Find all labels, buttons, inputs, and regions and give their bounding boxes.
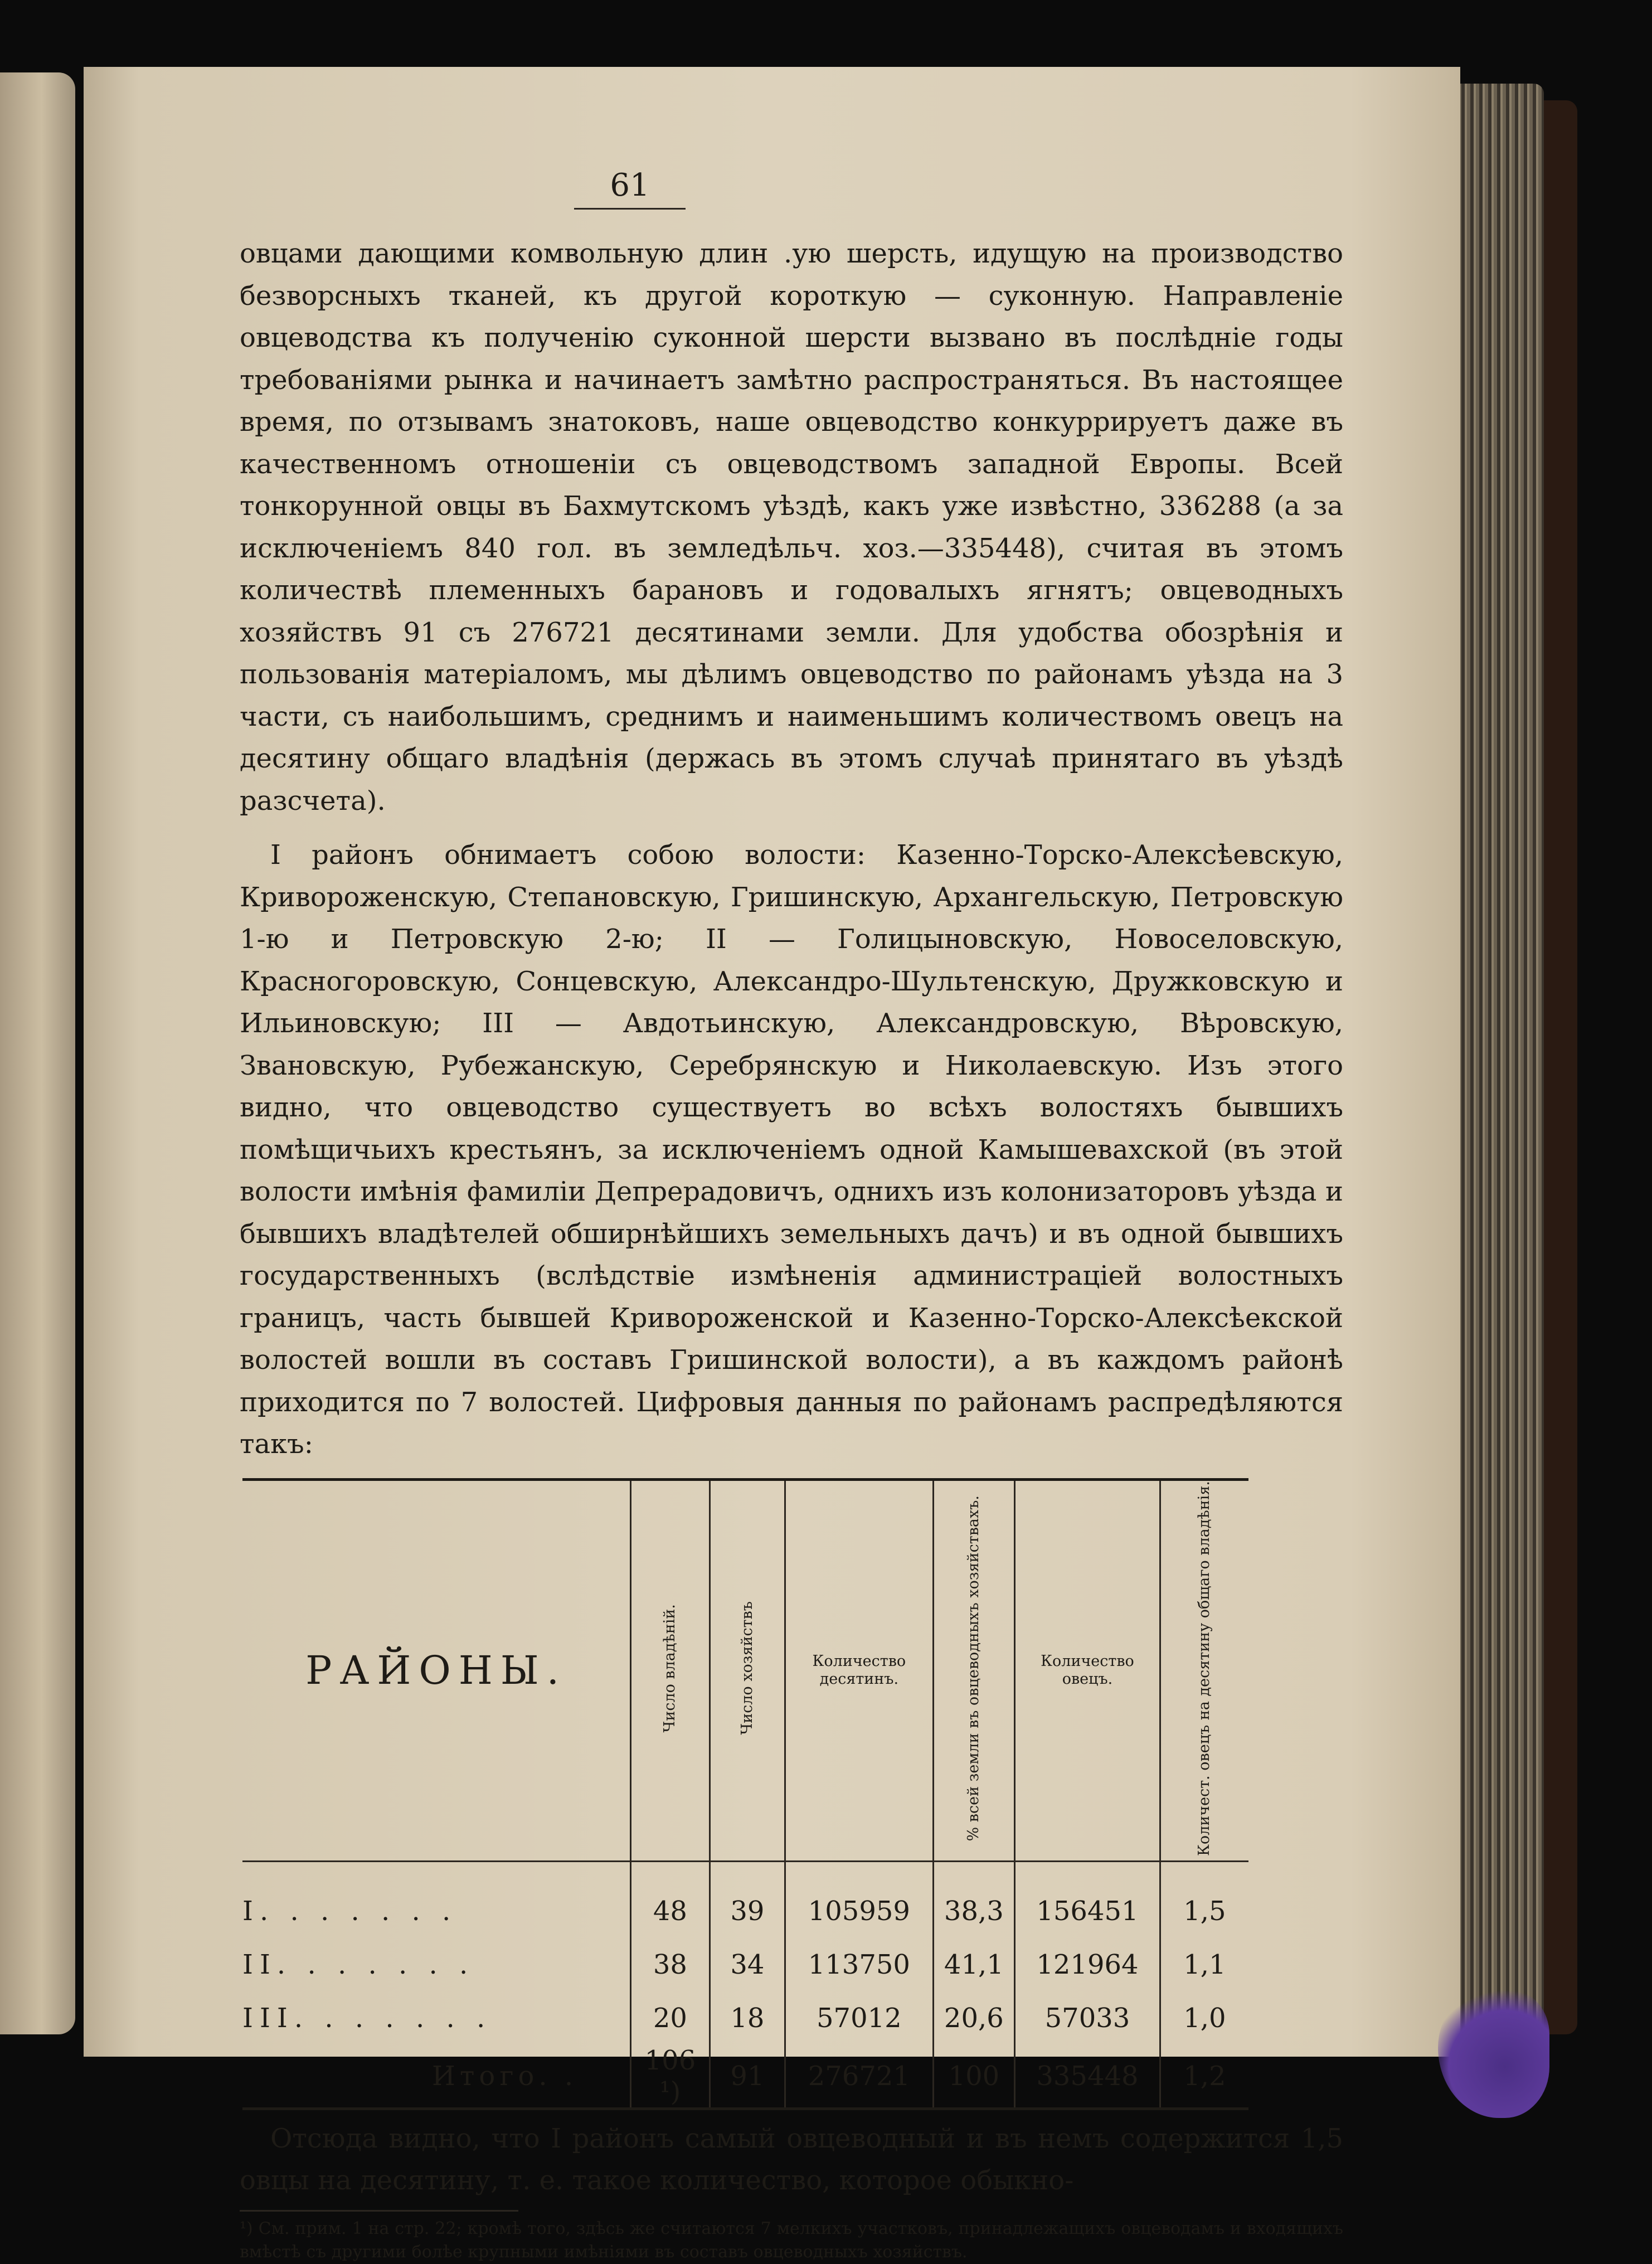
header-districts: РАЙОНЫ. [242,1479,631,1861]
total-per-desyatin: 1,2 [1160,2045,1248,2109]
row-sheep: 57033 [1015,1991,1160,2045]
header-desyatins: Количество десятинъ. [785,1479,933,1861]
header-per-desyatin [1160,1479,1248,1861]
row-sheep: 121964 [1015,1938,1160,1991]
left-page-edge [0,72,75,2034]
row-per-desyatin: 1,1 [1160,1938,1248,1991]
header-per-desyatin-label: Количест. овецъ на десятину общаго владѣнія. [1196,1480,1213,1856]
row-farms: 34 [710,1938,785,1991]
row-per-desyatin: 1,0 [1160,1991,1248,2045]
spacer-row [242,1861,1248,1884]
row-farms: 39 [710,1884,785,1938]
row-desyatins: 105959 [785,1884,933,1938]
row-holdings: 38 [631,1938,710,1991]
header-holdings-label: Число владѣній. [661,1604,679,1733]
paragraph-1: овцами дающими комвольную длин .ую шерсть, идущую на производство безворсныхъ тканей, къ другой короткую — суконную. Направленіе овцеводства къ полученію суконной шерсти вызвано въ послѣдніе годы требованіями рынка и начинаетъ замѣтно распространяться. Въ настоящее время, по отзывамъ знатоковъ, наше овцеводство конкуррируетъ даже въ качественномъ отношеніи съ овцеводствомъ западной Европы. Всей тонкорунной овцы въ Бахмутскомъ уѣздѣ, какъ уже извѣстно, 336288 (а за исключеніемъ 840 гол. въ земледѣльч. хоз.—335448), считая въ этомъ количествѣ племенныхъ барановъ и годовалыхъ ягнятъ; овцеводныхъ хозяйствъ 91 съ 276721 десятинами земли. Для удобства обозрѣнія и пользованія матеріаломъ, мы дѣлимъ овцеводство по районамъ уѣзда на 3 части, съ наибольшимъ, среднимъ и наименьшимъ количествомъ овецъ на десятину общаго владѣнія (держась въ этомъ случаѣ принятаго въ уѣздѣ разсчета). [240,238,1343,817]
book-page [84,67,1460,2262]
ink-stain [1438,1990,1549,2118]
row-desyatins: 113750 [785,1938,933,1991]
total-sheep: 335448 [1015,2045,1160,2109]
districts-table [242,1478,1248,2110]
table-row [242,1991,1248,2045]
header-percent-label: % всей земли въ овцеводныхъ хозяйствахъ. [965,1495,983,1842]
row-percent: 20,6 [933,1991,1015,2045]
row-per-desyatin: 1,5 [1160,1884,1248,1938]
header-holdings [631,1479,710,1861]
header-sheep: Количество овецъ. [1015,1479,1160,1861]
header-percent [933,1479,1015,1861]
row-percent: 41,1 [933,1938,1015,1991]
row-farms: 18 [710,1991,785,2045]
total-percent: 100 [933,2045,1015,2109]
total-label: Итого. . [432,2060,578,2092]
row-holdings: 48 [631,1884,710,1938]
header-farms [710,1479,785,1861]
total-farms: 91 [710,2045,785,2109]
row-district: II. . . . . . . [242,1949,475,1980]
page-content [240,167,1343,2264]
total-desyatins: 276721 [785,2045,933,2109]
row-holdings: 20 [631,1991,710,2045]
footnote-separator [240,2210,518,2212]
row-district: I. . . . . . . [242,1895,458,1927]
paragraph-3: Отсюда видно, что I районъ самый овцеводный и въ немъ содержится 1,5 овцы на десятину, т. е. такое количество, которое обыкно- [240,2122,1343,2197]
row-district: III. . . . . . . [242,2002,492,2034]
table-total-row [242,2045,1248,2109]
page-number: 61 [574,167,686,210]
paragraph-2: I районъ обнимаетъ собою волости: Казенно-Торско-Алексѣевскую, Кривороженскую, Степановскую, Гришинскую, Архангельскую, Петровскую 1-ю и Петровскую 2-ю; II — Голицыновскую, Новоселовскую, Красногоровскую, Сонцевскую, Александро-Шультенскую, Дружковскую и Ильиновскую; III — Авдотьинскую, Александровскую, Вѣровскую, Звановскую, Рубежанскую, Серебрянскую и Николаевскую. Изъ этого видно, что овцеводство существуетъ во всѣхъ волостяхъ бывшихъ помѣщичьихъ крестьянъ, за исключеніемъ одной Камышевахской (въ этой волости имѣнія фамиліи Депрерадовичъ, однихъ изъ колонизаторовъ уѣзда и бывшихъ владѣтелей обширнѣйшихъ земельныхъ дачъ) и въ одной бывшихъ государственныхъ (вслѣдствіе измѣненія администраціей волостныхъ границъ, часть бывшей Кривороженской и Казенно-Торско-Алексѣекской волостей вошли въ составъ Гришинской волости), а въ каждомъ районѣ приходится по 7 волостей. Цифровыя данныя по районамъ распредѣляются такъ: [240,839,1343,1460]
total-holdings: 106 ¹) [631,2045,710,2109]
table-row [242,1938,1248,1991]
page-stack-edge [1449,84,1544,2046]
footnote: ¹) См. прим. 1 на стр. 22; кромѣ того, здѣсь же считаются 7 мелкихъ участковъ, принадлежащихъ овцеводамъ и входящихъ вмѣстѣ съ другими болѣе крупными имѣніями въ составъ овцеводныхъ хозяйствъ. [240,2218,1343,2262]
table-header-row [242,1479,1248,1861]
header-farms-label: Число хозяйствъ [738,1601,756,1735]
table-row [242,1884,1248,1938]
row-sheep: 156451 [1015,1884,1160,1938]
row-percent: 38,3 [933,1884,1015,1938]
row-desyatins: 57012 [785,1991,933,2045]
